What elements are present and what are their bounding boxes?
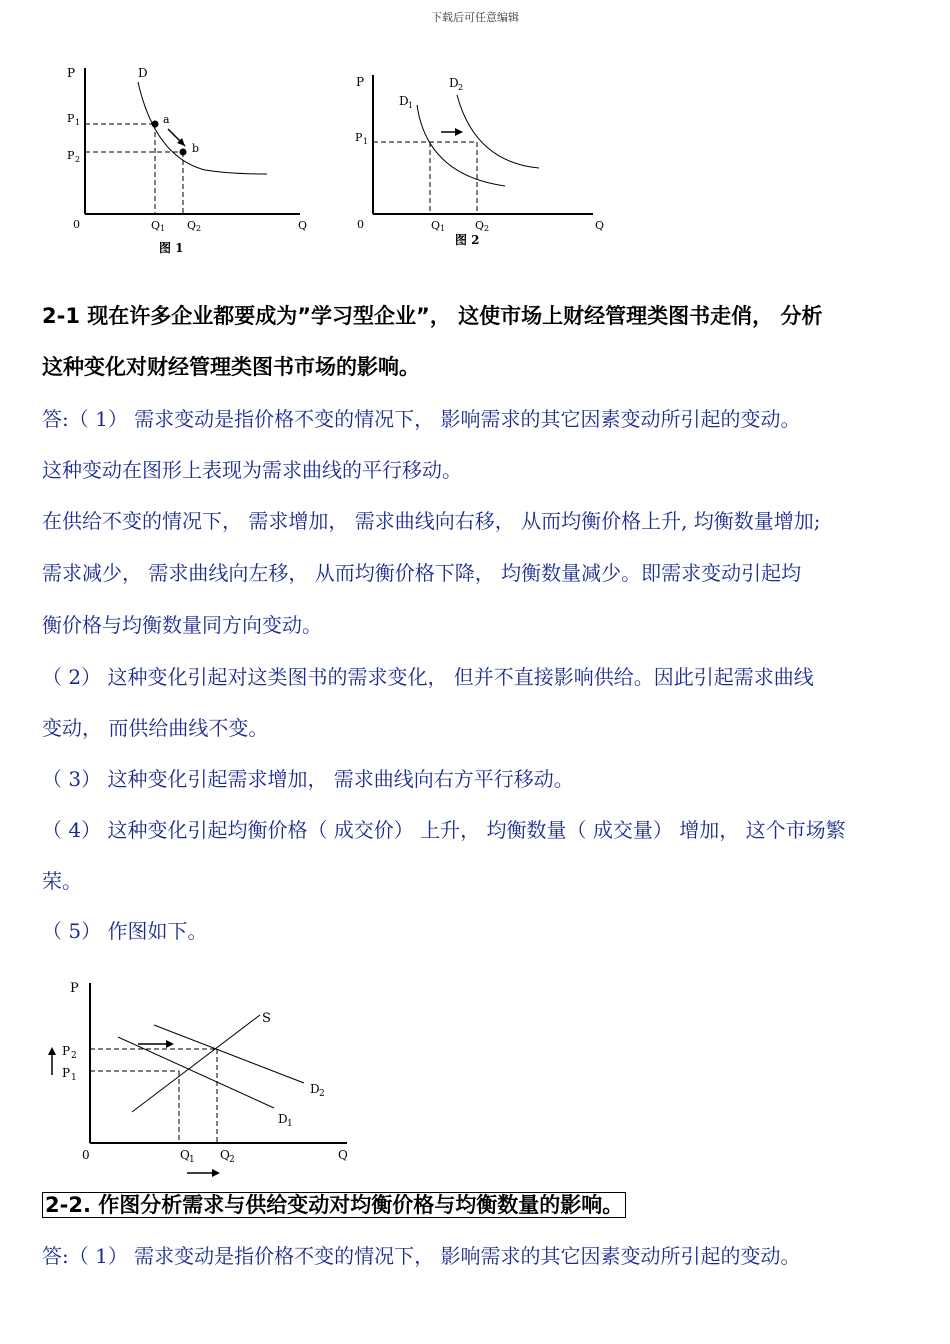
fig2-label-d2-sub: 2 — [458, 83, 464, 92]
fig1-label-q: Q — [298, 219, 308, 232]
answer-1-line-7: 变动， 而供给曲线不变。 — [42, 716, 269, 740]
fig2-label-p1-sub: 1 — [363, 137, 369, 146]
fig3-label-s: S — [262, 1011, 271, 1026]
fig1-label-origin: 0 — [73, 218, 80, 231]
fig3-label-d2: D — [310, 1082, 320, 1096]
fig3-label-q: Q — [338, 1148, 348, 1162]
fig1-label-q2: Q — [187, 219, 197, 232]
fig2-label-origin: 0 — [357, 218, 364, 231]
fig2-label-q2-sub: 2 — [484, 224, 490, 233]
fig2-label-p: P — [356, 75, 365, 89]
fig2-label-p1: P — [355, 131, 363, 144]
fig3-label-p2: P — [62, 1044, 71, 1058]
answer-2-line-1: 答:（ 1） 需求变动是指价格不变的情况下， 影响需求的其它因素变动所引起的变动。 — [42, 1244, 801, 1268]
fig3-label-d1-sub: 1 — [287, 1119, 293, 1129]
question-2-2-title-text: 2-2. 作图分析需求与供给变动对均衡价格与均衡数量的影响。 — [42, 1192, 626, 1218]
answer-1-line-5: 衡价格与均衡数量同方向变动。 — [42, 613, 322, 637]
fig1-label-a: a — [163, 113, 170, 126]
fig1-label-q1: Q — [151, 219, 161, 232]
fig3-label-p1-sub: 1 — [71, 1073, 77, 1083]
fig3-quantity-right-arrow-head — [212, 1169, 220, 1177]
fig3-supply-curve — [132, 1015, 260, 1112]
answer-1-line-4: 需求减少， 需求曲线向左移， 从而均衡价格下降， 均衡数量减少。即需求变动引起均 — [42, 561, 802, 585]
fig1-label-q1-sub: 1 — [160, 224, 166, 233]
fig3-label-q2: Q — [220, 1148, 230, 1162]
fig3-demand-curve-d1 — [118, 1037, 274, 1108]
answer-1-line-2: 这种变动在图形上表现为需求曲线的平行移动。 — [42, 458, 462, 482]
answer-1-line-11: （ 5） 作图如下。 — [42, 919, 208, 943]
fig1-label-p1-sub: 1 — [75, 118, 81, 127]
fig3-label-q1-sub: 1 — [189, 1155, 195, 1165]
question-2-1-title-line1: 2-1 现在许多企业都要成为”学习型企业”， 这使市场上财经管理类图书走俏， 分析 — [42, 304, 823, 328]
question-2-1-title-line2: 这种变化对财经管理类图书市场的影响。 — [42, 355, 420, 379]
fig2-label-q2: Q — [475, 219, 485, 232]
question-2-2-title — [42, 1189, 922, 1219]
fig3-label-p1: P — [62, 1066, 71, 1080]
fig3-price-up-arrow-head — [48, 1047, 56, 1055]
fig3-label-p2-sub: 2 — [71, 1051, 77, 1061]
fig1-label-d: D — [138, 66, 148, 80]
fig1-label-p2-sub: 2 — [75, 155, 81, 164]
fig2-label-d1: D — [399, 94, 409, 108]
fig1-label-p1: P — [67, 112, 75, 125]
answer-1-line-3: 在供给不变的情况下， 需求增加， 需求曲线向右移， 从而均衡价格上升, 均衡数量增加; — [42, 509, 821, 533]
fig2-arrow-head — [455, 128, 463, 136]
answer-1-line-9: （ 4） 这种变化引起均衡价格（ 成交价） 上升， 均衡数量（ 成交量） 增加， 这个市场繁 — [42, 818, 846, 842]
fig2-label-q1-sub: 1 — [440, 224, 446, 233]
fig3-label-q1: Q — [180, 1148, 190, 1162]
fig3-label-d2-sub: 2 — [319, 1089, 325, 1099]
fig3-label-q2-sub: 2 — [229, 1155, 235, 1165]
page-header: 下载后可任意编辑 — [431, 11, 519, 24]
fig1-point-a — [152, 121, 159, 128]
fig1-label-p: P — [67, 66, 76, 80]
fig3-label-origin: 0 — [82, 1148, 90, 1162]
answer-1-line-10: 荣。 — [42, 869, 82, 893]
fig1-demand-curve — [138, 82, 267, 174]
fig3-label-d1: D — [278, 1112, 288, 1126]
fig1-label-p2: P — [67, 149, 75, 162]
fig2-caption: 图 2 — [455, 233, 480, 247]
fig2-demand-curve-d2 — [457, 95, 539, 168]
fig2-label-q: Q — [595, 219, 605, 232]
figure-3-supply-demand-shift — [42, 975, 362, 1185]
fig3-demand-curve-d2 — [154, 1025, 304, 1083]
fig1-label-b: b — [192, 142, 200, 155]
fig2-label-d2: D — [449, 76, 459, 90]
fig1-caption: 图 1 — [159, 241, 184, 255]
figure-2-demand-shift — [345, 70, 615, 260]
fig1-point-b — [180, 149, 187, 156]
answer-1-line-1: 答:（ 1） 需求变动是指价格不变的情况下， 影响需求的其它因素变动所引起的变动。 — [42, 407, 801, 431]
figure-1-demand-movement — [55, 62, 325, 262]
answer-1-line-6: （ 2） 这种变化引起对这类图书的需求变化， 但并不直接影响供给。因此引起需求曲线 — [42, 665, 814, 689]
fig3-demand-shift-arrow-head — [166, 1040, 174, 1048]
fig2-label-q1: Q — [431, 219, 441, 232]
fig3-label-p: P — [70, 981, 79, 996]
fig2-label-d1-sub: 1 — [408, 101, 414, 110]
answer-1-line-8: （ 3） 这种变化引起需求增加， 需求曲线向右方平行移动。 — [42, 767, 574, 791]
fig1-label-q2-sub: 2 — [196, 224, 202, 233]
